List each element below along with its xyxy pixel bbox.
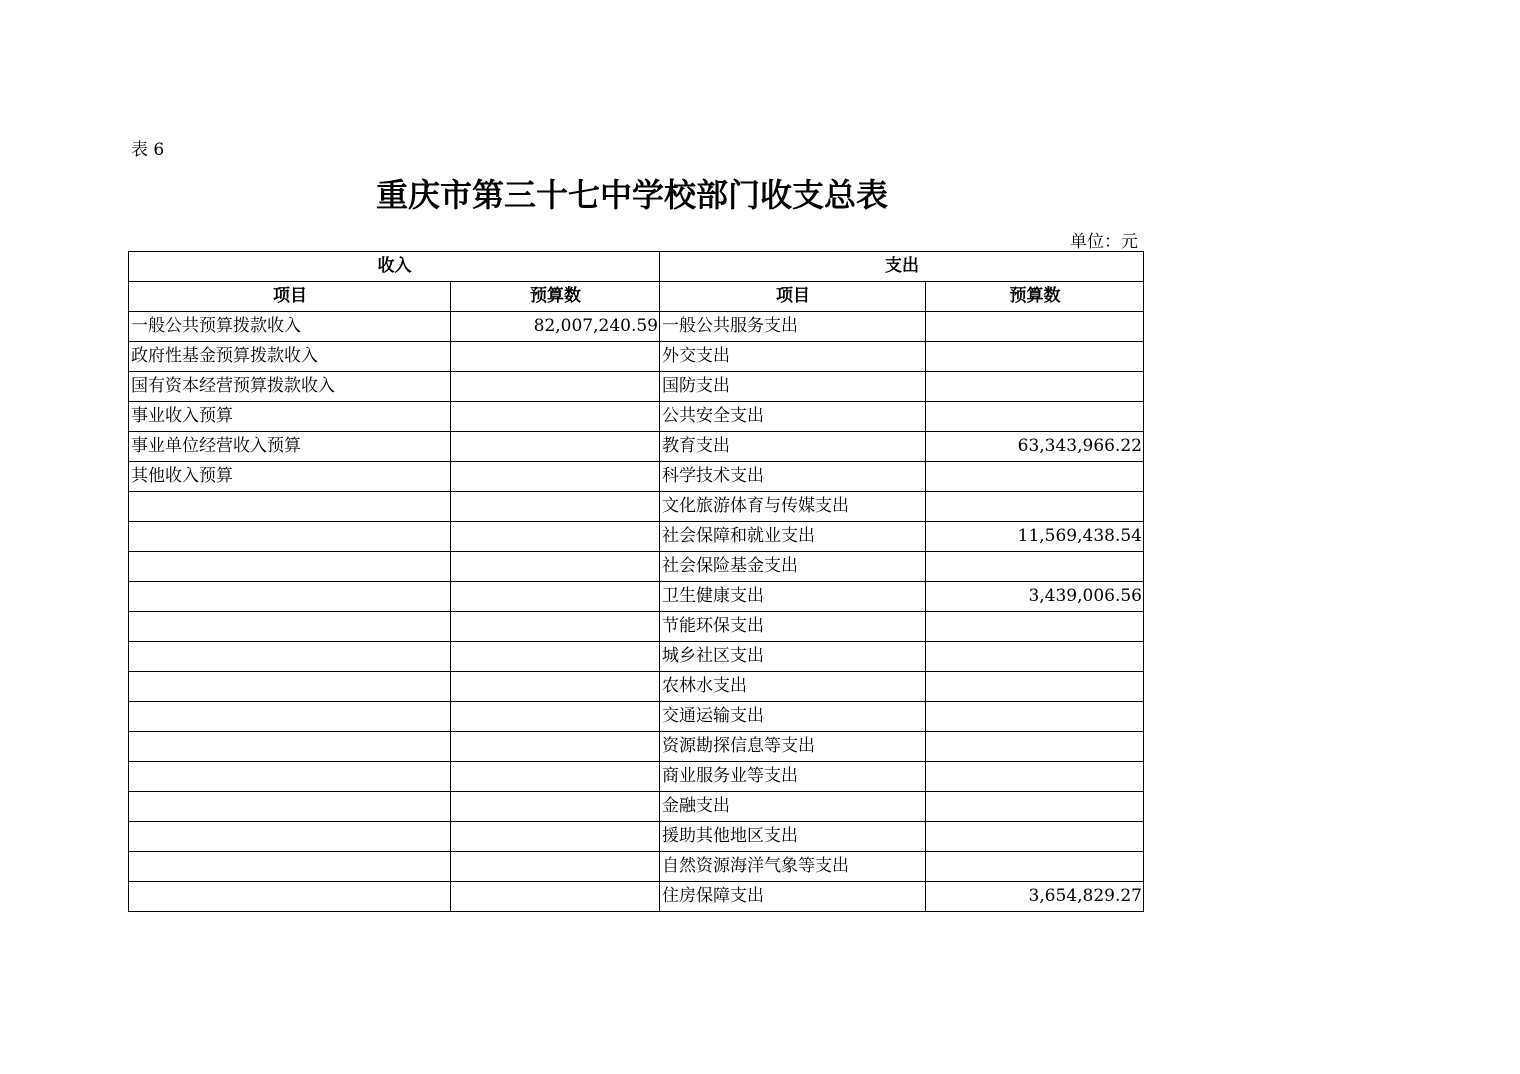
income-amount-cell xyxy=(451,792,660,822)
expenditure-item-cell: 金融支出 xyxy=(660,792,926,822)
expenditure-amount-header: 预算数 xyxy=(926,282,1144,312)
expenditure-amount-cell xyxy=(926,642,1144,672)
expenditure-item-cell: 住房保障支出 xyxy=(660,882,926,912)
income-item-cell xyxy=(129,672,451,702)
expenditure-item-cell: 科学技术支出 xyxy=(660,462,926,492)
income-amount-cell: 82,007,240.59 xyxy=(451,312,660,342)
expenditure-item-cell: 一般公共服务支出 xyxy=(660,312,926,342)
expenditure-group-header: 支出 xyxy=(660,252,1144,282)
budget-summary-table xyxy=(128,251,1144,912)
expenditure-item-cell: 国防支出 xyxy=(660,372,926,402)
expenditure-item-cell: 社会保险基金支出 xyxy=(660,552,926,582)
table-row xyxy=(129,702,1144,732)
table-row xyxy=(129,822,1144,852)
table-body xyxy=(129,312,1144,912)
expenditure-amount-cell xyxy=(926,732,1144,762)
document-title: 重庆市第三十七中学校部门收支总表 xyxy=(376,176,889,214)
income-amount-cell xyxy=(451,822,660,852)
income-item-cell xyxy=(129,882,451,912)
expenditure-amount-cell: 3,654,829.27 xyxy=(926,882,1144,912)
income-amount-cell xyxy=(451,732,660,762)
table-row xyxy=(129,852,1144,882)
expenditure-item-cell: 自然资源海洋气象等支出 xyxy=(660,852,926,882)
income-amount-cell xyxy=(451,492,660,522)
expenditure-amount-cell xyxy=(926,792,1144,822)
table-row xyxy=(129,642,1144,672)
expenditure-amount-cell xyxy=(926,852,1144,882)
income-item-header: 项目 xyxy=(129,282,451,312)
expenditure-amount-cell: 11,569,438.54 xyxy=(926,522,1144,552)
table-header xyxy=(129,252,1144,312)
expenditure-item-cell: 社会保障和就业支出 xyxy=(660,522,926,552)
income-item-cell: 国有资本经营预算拨款收入 xyxy=(129,372,451,402)
expenditure-amount-cell: 63,343,966.22 xyxy=(926,432,1144,462)
table-row xyxy=(129,402,1144,432)
table-row xyxy=(129,792,1144,822)
table-row xyxy=(129,342,1144,372)
income-item-cell xyxy=(129,792,451,822)
expenditure-amount-cell xyxy=(926,762,1144,792)
expenditure-amount-cell xyxy=(926,612,1144,642)
unit-label: 单位：元 xyxy=(1070,232,1138,252)
income-amount-cell xyxy=(451,402,660,432)
income-amount-header: 预算数 xyxy=(451,282,660,312)
expenditure-amount-cell xyxy=(926,462,1144,492)
expenditure-amount-cell xyxy=(926,342,1144,372)
table-row xyxy=(129,312,1144,342)
expenditure-item-header: 项目 xyxy=(660,282,926,312)
income-group-header: 收入 xyxy=(129,252,660,282)
income-amount-cell xyxy=(451,372,660,402)
income-item-cell: 事业收入预算 xyxy=(129,402,451,432)
income-item-cell xyxy=(129,732,451,762)
column-header-row xyxy=(129,282,1144,312)
table-row xyxy=(129,462,1144,492)
table-row xyxy=(129,492,1144,522)
income-amount-cell xyxy=(451,612,660,642)
income-item-cell xyxy=(129,522,451,552)
income-item-cell: 政府性基金预算拨款收入 xyxy=(129,342,451,372)
expenditure-amount-cell xyxy=(926,492,1144,522)
table-row xyxy=(129,882,1144,912)
expenditure-amount-cell: 3,439,006.56 xyxy=(926,582,1144,612)
income-item-cell xyxy=(129,642,451,672)
table-row xyxy=(129,432,1144,462)
group-header-row xyxy=(129,252,1144,282)
income-item-cell xyxy=(129,852,451,882)
income-amount-cell xyxy=(451,852,660,882)
expenditure-item-cell: 交通运输支出 xyxy=(660,702,926,732)
income-item-cell xyxy=(129,702,451,732)
expenditure-item-cell: 商业服务业等支出 xyxy=(660,762,926,792)
expenditure-item-cell: 资源勘探信息等支出 xyxy=(660,732,926,762)
table-row xyxy=(129,612,1144,642)
income-item-cell xyxy=(129,582,451,612)
expenditure-amount-cell xyxy=(926,372,1144,402)
table-row xyxy=(129,552,1144,582)
income-item-cell xyxy=(129,552,451,582)
expenditure-amount-cell xyxy=(926,312,1144,342)
income-amount-cell xyxy=(451,582,660,612)
expenditure-item-cell: 卫生健康支出 xyxy=(660,582,926,612)
income-amount-cell xyxy=(451,342,660,372)
expenditure-item-cell: 农林水支出 xyxy=(660,672,926,702)
expenditure-amount-cell xyxy=(926,702,1144,732)
income-amount-cell xyxy=(451,522,660,552)
table-number-label: 表 6 xyxy=(131,140,165,160)
table-row xyxy=(129,582,1144,612)
table-row xyxy=(129,672,1144,702)
table-row xyxy=(129,732,1144,762)
income-item-cell xyxy=(129,492,451,522)
table-row xyxy=(129,372,1144,402)
expenditure-item-cell: 公共安全支出 xyxy=(660,402,926,432)
income-item-cell xyxy=(129,762,451,792)
table-row xyxy=(129,522,1144,552)
expenditure-item-cell: 节能环保支出 xyxy=(660,612,926,642)
income-item-cell: 一般公共预算拨款收入 xyxy=(129,312,451,342)
income-amount-cell xyxy=(451,882,660,912)
expenditure-item-cell: 教育支出 xyxy=(660,432,926,462)
income-amount-cell xyxy=(451,432,660,462)
income-amount-cell xyxy=(451,672,660,702)
income-item-cell: 其他收入预算 xyxy=(129,462,451,492)
income-item-cell: 事业单位经营收入预算 xyxy=(129,432,451,462)
expenditure-amount-cell xyxy=(926,402,1144,432)
expenditure-item-cell: 援助其他地区支出 xyxy=(660,822,926,852)
income-amount-cell xyxy=(451,552,660,582)
income-item-cell xyxy=(129,612,451,642)
expenditure-amount-cell xyxy=(926,822,1144,852)
expenditure-item-cell: 文化旅游体育与传媒支出 xyxy=(660,492,926,522)
expenditure-item-cell: 城乡社区支出 xyxy=(660,642,926,672)
income-amount-cell xyxy=(451,702,660,732)
income-item-cell xyxy=(129,822,451,852)
income-amount-cell xyxy=(451,642,660,672)
expenditure-amount-cell xyxy=(926,552,1144,582)
income-amount-cell xyxy=(451,462,660,492)
expenditure-amount-cell xyxy=(926,672,1144,702)
income-amount-cell xyxy=(451,762,660,792)
expenditure-item-cell: 外交支出 xyxy=(660,342,926,372)
table-row xyxy=(129,762,1144,792)
